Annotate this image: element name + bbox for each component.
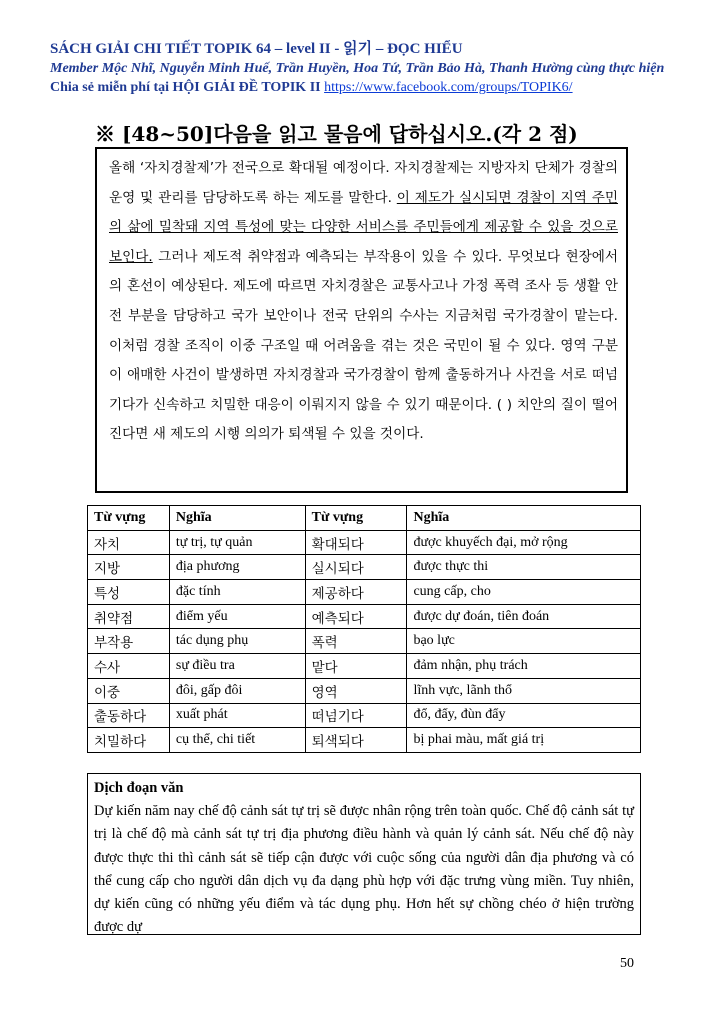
korean-word: 확대되다	[305, 530, 407, 555]
korean-word: 취약점	[88, 604, 170, 629]
korean-word: 이중	[88, 678, 170, 703]
word-meaning: cụ thể, chi tiết	[169, 728, 305, 753]
korean-word: 떠넘기다	[305, 703, 407, 728]
member-credits: Member Mộc Nhĩ, Nguyễn Minh Huế, Trần Huyền, Hoa Tứ, Trần Bảo Hà, Thanh Hường cùng thực hiện	[50, 61, 665, 76]
word-meaning: điểm yếu	[169, 604, 305, 629]
word-meaning: tác dụng phụ	[169, 629, 305, 654]
facebook-group-link[interactable]: https://www.facebook.com/groups/TOPIK6/	[324, 80, 573, 95]
word-meaning: được khuyếch đại, mở rộng	[407, 530, 641, 555]
table-row	[88, 728, 641, 753]
table-row	[88, 604, 641, 629]
korean-word: 부작용	[88, 629, 170, 654]
passage-underlined-sentence: 이 제도가 실시되면 경찰이 지역 주민의 삶에 밀착돼 지역 특성에 맞는 다양한 서비스를 주민들에게 제공할 수 있을 것으로 보인다.	[109, 189, 619, 265]
word-meaning: xuất phát	[169, 703, 305, 728]
header-word: Từ vựng	[88, 506, 170, 531]
header-word: Từ vựng	[305, 506, 407, 531]
word-meaning: sự điều tra	[169, 654, 305, 679]
word-meaning: tự trị, tự quản	[169, 530, 305, 555]
table-row	[88, 678, 641, 703]
share-text: Chia sẻ miễn phí tại HỘI GIẢI ĐỀ TOPIK II	[50, 80, 321, 95]
word-meaning: cung cấp, cho	[407, 580, 641, 605]
table-row	[88, 530, 641, 555]
word-meaning: địa phương	[169, 555, 305, 580]
book-title: SÁCH GIẢI CHI TIẾT TOPIK 64 – level II - 읽기 – ĐỌC HIỂU	[50, 41, 463, 57]
share-line	[50, 78, 690, 97]
table-row	[88, 654, 641, 679]
translation-title: Dịch đoạn văn	[94, 780, 184, 796]
vocabulary-header-row	[88, 506, 641, 531]
word-meaning: đảm nhận, phụ trách	[407, 654, 641, 679]
document-header	[50, 40, 690, 97]
korean-word: 예측되다	[305, 604, 407, 629]
word-meaning: lĩnh vực, lãnh thổ	[407, 678, 641, 703]
korean-word: 영역	[305, 678, 407, 703]
table-row	[88, 580, 641, 605]
word-meaning: được thực thi	[407, 555, 641, 580]
korean-word: 폭력	[305, 629, 407, 654]
reading-passage	[95, 147, 628, 493]
word-meaning: đổ, đẩy, đùn đẩy	[407, 703, 641, 728]
korean-word: 특성	[88, 580, 170, 605]
passage-text-part1: 올해 ‘자치경찰제’가 전국으로 확대될 예정이다. 자치경찰제는 지방자치 단체가 경찰의 운영 및 관리를 담당하도록 하는 제도를 말한다.	[109, 160, 618, 206]
question-heading: ※ [48~50]다음을 읽고 물음에 답하십시오.(각 2 점)	[95, 122, 578, 146]
korean-word: 맡다	[305, 654, 407, 679]
page-number: 50	[620, 956, 634, 971]
korean-word: 퇴색되다	[305, 728, 407, 753]
korean-word: 지방	[88, 555, 170, 580]
word-meaning: bị phai màu, mất giá trị	[407, 728, 641, 753]
korean-word: 자치	[88, 530, 170, 555]
vocabulary-table	[87, 505, 641, 753]
korean-word: 제공하다	[305, 580, 407, 605]
translation-box	[87, 773, 641, 935]
table-row	[88, 703, 641, 728]
word-meaning: được dự đoán, tiên đoán	[407, 604, 641, 629]
korean-word: 수사	[88, 654, 170, 679]
header-meaning: Nghĩa	[169, 506, 305, 531]
table-row	[88, 629, 641, 654]
korean-word: 치밀하다	[88, 728, 170, 753]
korean-word: 출동하다	[88, 703, 170, 728]
header-meaning: Nghĩa	[407, 506, 641, 531]
translation-body: Dự kiến năm nay chế độ cảnh sát tự trị sẽ được nhân rộng trên toàn quốc. Chế độ cảnh sát tự trị là chế độ mà cảnh sát tự trị địa phương điều hành và quản lý cảnh sát. Nếu chế độ này được thực thi thì cảnh sát sẽ tiếp cận được với cuộc sống của người dân địa phương và có thể cung cấp cho người dân dịch vụ đa dạng phù hợp với đặc trưng vùng miền. Tuy nhiên, dự kiến cũng có những yếu điểm và tác dụng phụ. Hơn hết sự chồng chéo ở hiện trường được dự	[94, 803, 634, 936]
word-meaning: bạo lực	[407, 629, 641, 654]
word-meaning: đặc tính	[169, 580, 305, 605]
korean-word: 실시되다	[305, 555, 407, 580]
word-meaning: đôi, gấp đôi	[169, 678, 305, 703]
passage-text-part2: 그러나 제도적 취약점과 예측되는 부작용이 있을 수 있다. 무엇보다 현장에서의 혼선이 예상된다. 제도에 따르면 자치경찰은 교통사고나 가정 폭력 조사 등 생활 안전 부분을 담당하고 국가 보안이나 전국 단위의 수사는 지금처럼 국가경찰이 맡는다. 이처럼 경찰 조직이 이중 구조일 때 어려움을 겪는 것은 국민이 될 수 있다. 영역 구분이 애매한 사건이 발생하면 자치경찰과 국가경찰이 함께 출동하거나 사건을 서로 떠넘기다가 신속하고 치밀한 대응이 이뤄지지 않을 수 있기 때문이다. ( ) 치안의 질이 떨어진다면 새 제도의 시행 의의가 퇴색될 수 있을 것이다.	[109, 248, 618, 443]
table-row	[88, 555, 641, 580]
